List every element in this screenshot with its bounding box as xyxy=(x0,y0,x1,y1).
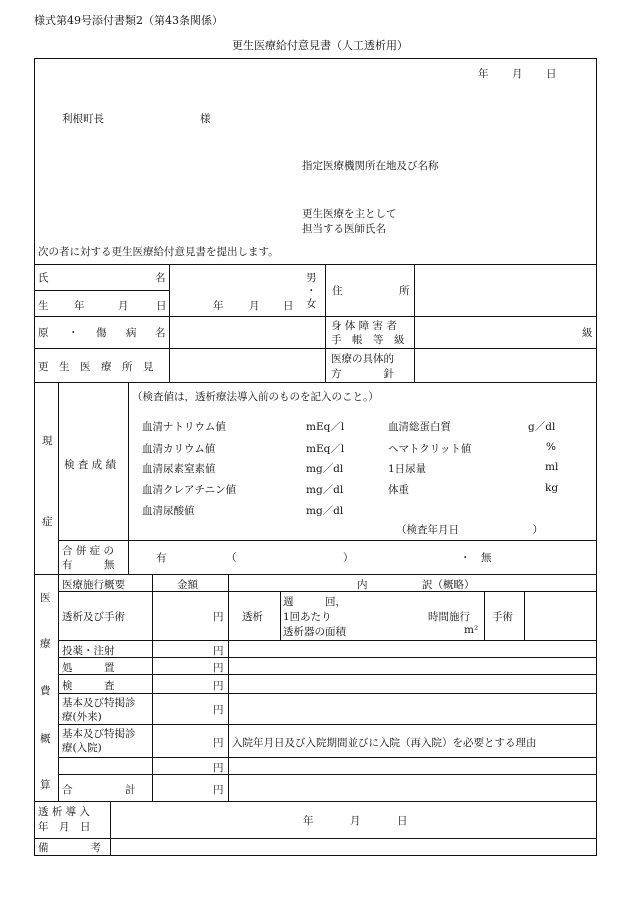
exam-right-unit-2: % xyxy=(546,441,556,453)
yen-blank-row: 円 xyxy=(213,762,224,774)
yen-exam: 円 xyxy=(213,680,224,692)
disease-label-5: 名 xyxy=(155,327,166,339)
head-detail-2: 訳（概略） xyxy=(422,579,475,591)
intro-label-2: 年 月 日 xyxy=(38,821,91,833)
header-month: 月 xyxy=(512,68,523,80)
name-label-2: 名 xyxy=(155,272,166,284)
yen-dialysis: 円 xyxy=(213,611,224,623)
cost-side-3: 費 xyxy=(40,685,51,697)
exam-left-3: 血清尿素窒素値 xyxy=(142,463,216,475)
form-id: 様式第49号添付書類2（第43条関係） xyxy=(34,14,223,27)
disease-label-1: 原 xyxy=(38,327,49,339)
procedure-label: 処 置 xyxy=(62,662,115,674)
exam-left-2: 血清カリウム値 xyxy=(142,443,216,455)
paren-close: ） xyxy=(343,552,354,564)
cert-label-1: 身 体 障 害 者 xyxy=(331,320,397,332)
intro-month: 月 xyxy=(350,815,361,827)
exam-left-unit-2: mEq／l xyxy=(306,443,345,455)
yen-total: 円 xyxy=(213,784,224,796)
paren-open: （ xyxy=(226,552,237,564)
exam-left-5: 血清尿酸値 xyxy=(142,505,195,517)
disease-label-4: 病 xyxy=(126,327,137,339)
head-amount: 金額 xyxy=(177,579,198,591)
sqm-text: m² xyxy=(464,624,479,636)
dialysis-label: 透析及び手術 xyxy=(62,611,125,623)
birth-label-3: 月 xyxy=(118,300,129,312)
surgery-label: 手術 xyxy=(492,611,513,623)
doctor-label-1: 更生医療を主として xyxy=(302,208,397,220)
addressee: 利根町長 xyxy=(62,113,104,125)
exam-note: （検査値は，透析療法導入前のものを記入のこと。） xyxy=(132,391,379,403)
complication-label-2: 有 無 xyxy=(62,559,115,571)
basic-in-label-2: 療(入院) xyxy=(62,742,102,754)
address-label-2: 所 xyxy=(399,285,410,297)
exam-right-unit-4: kg xyxy=(545,482,559,494)
cost-side-4: 概 xyxy=(40,733,51,745)
sex-male: 男 xyxy=(306,272,317,284)
exam-left-1: 血清ナトリウム値 xyxy=(142,421,226,433)
cost-side-1: 医 xyxy=(40,592,51,604)
birth-label-4: 日 xyxy=(156,300,167,312)
sex-dot: ・ xyxy=(306,285,317,297)
exam-right-1: 血清総蛋白質 xyxy=(388,421,451,433)
exam-left-unit-3: mg／dl xyxy=(306,463,344,475)
birth-month: 月 xyxy=(249,300,260,312)
name-label-1: 氏 xyxy=(38,272,49,284)
honorific: 様 xyxy=(200,113,211,125)
exam-label: 検 査 成 績 xyxy=(64,459,117,471)
submission-text: 次の者に対する更生医療給付意見書を提出します。 xyxy=(38,246,279,258)
institution-label: 指定医療機関所在地及び名称 xyxy=(302,160,439,172)
head-detail-1: 内 xyxy=(357,579,368,591)
disease-label-3: 傷 xyxy=(96,327,107,339)
cost-side-5: 算 xyxy=(40,779,51,791)
plan-label-2: 方 針 xyxy=(331,368,394,380)
plan-label-1: 医療の具体的 xyxy=(331,353,394,365)
intro-label-1: 透 析 導 入 xyxy=(38,806,91,818)
birth-label-2: 年 xyxy=(74,300,85,312)
exam-left-unit-4: mg／dl xyxy=(306,484,344,496)
yen-basic-out: 円 xyxy=(213,704,224,716)
header-year: 年 xyxy=(478,68,489,80)
birth-label-1: 生 xyxy=(38,300,49,312)
exam-right-3: 1日尿量 xyxy=(388,463,427,475)
condition-side-2: 症 xyxy=(42,516,53,528)
intro-day: 日 xyxy=(397,815,408,827)
exam-date: （検査年月日 ） xyxy=(396,524,543,536)
total-label: 合 計 xyxy=(62,784,136,796)
remarks-label: 備 考 xyxy=(38,842,101,854)
basic-in-label-1: 基本及び特掲診 xyxy=(62,728,136,740)
doctor-label-2: 担当する医師氏名 xyxy=(302,223,386,235)
yen-basic-in: 円 xyxy=(213,737,224,749)
per-session-text: 1回あたり xyxy=(283,611,332,623)
header-day: 日 xyxy=(546,68,557,80)
intro-year: 年 xyxy=(303,815,314,827)
exam-right-2: ヘマトクリット値 xyxy=(388,443,472,455)
exam-right-unit-3: ml xyxy=(545,461,559,473)
complication-none: ・ 無 xyxy=(460,552,492,564)
weekly-text: 週 回， xyxy=(283,596,346,608)
yen-medication: 円 xyxy=(213,645,224,657)
birth-year: 年 xyxy=(213,300,224,312)
exam-left-4: 血清クレアチニン値 xyxy=(142,484,237,496)
yen-procedure: 円 xyxy=(213,662,224,674)
complication-has: 有 xyxy=(156,552,167,564)
admission-reason-label: 入院年月日及び入院期間並びに入院（再入院）を必要とする理由 xyxy=(232,737,537,749)
exam-left-unit-1: mEq／l xyxy=(306,421,345,433)
complication-label-1: 合 併 症 の xyxy=(62,545,115,557)
head-overview: 医療施行概要 xyxy=(62,579,125,591)
disease-label-2: ・ xyxy=(68,327,79,339)
address-label-1: 住 xyxy=(332,285,343,297)
page-title: 更生医療給付意見書（人工透析用） xyxy=(232,39,408,52)
cert-label-2: 手 帳 等 級 xyxy=(331,334,405,346)
area-text: 透析器の面積 xyxy=(283,626,346,638)
condition-side-1: 現 xyxy=(42,435,53,447)
findings-label: 更 生 医 療 所 見 xyxy=(38,361,154,373)
exam-left-unit-5: mg／dl xyxy=(306,505,344,517)
hours-text: 時間施行 xyxy=(428,611,470,623)
birth-day: 日 xyxy=(283,300,294,312)
sex-female: 女 xyxy=(306,298,317,310)
medication-label: 投薬・注射 xyxy=(62,645,115,657)
exam-cost-label: 検 査 xyxy=(62,680,115,692)
basic-out-label-1: 基本及び特掲診 xyxy=(62,697,136,709)
dialysis-word: 透析 xyxy=(242,611,263,623)
exam-right-unit-1: g／dl xyxy=(528,421,556,433)
basic-out-label-2: 療(外来) xyxy=(62,711,102,723)
exam-right-4: 体重 xyxy=(388,484,409,496)
cost-side-2: 療 xyxy=(40,638,51,650)
grade-suffix: 級 xyxy=(582,327,593,339)
